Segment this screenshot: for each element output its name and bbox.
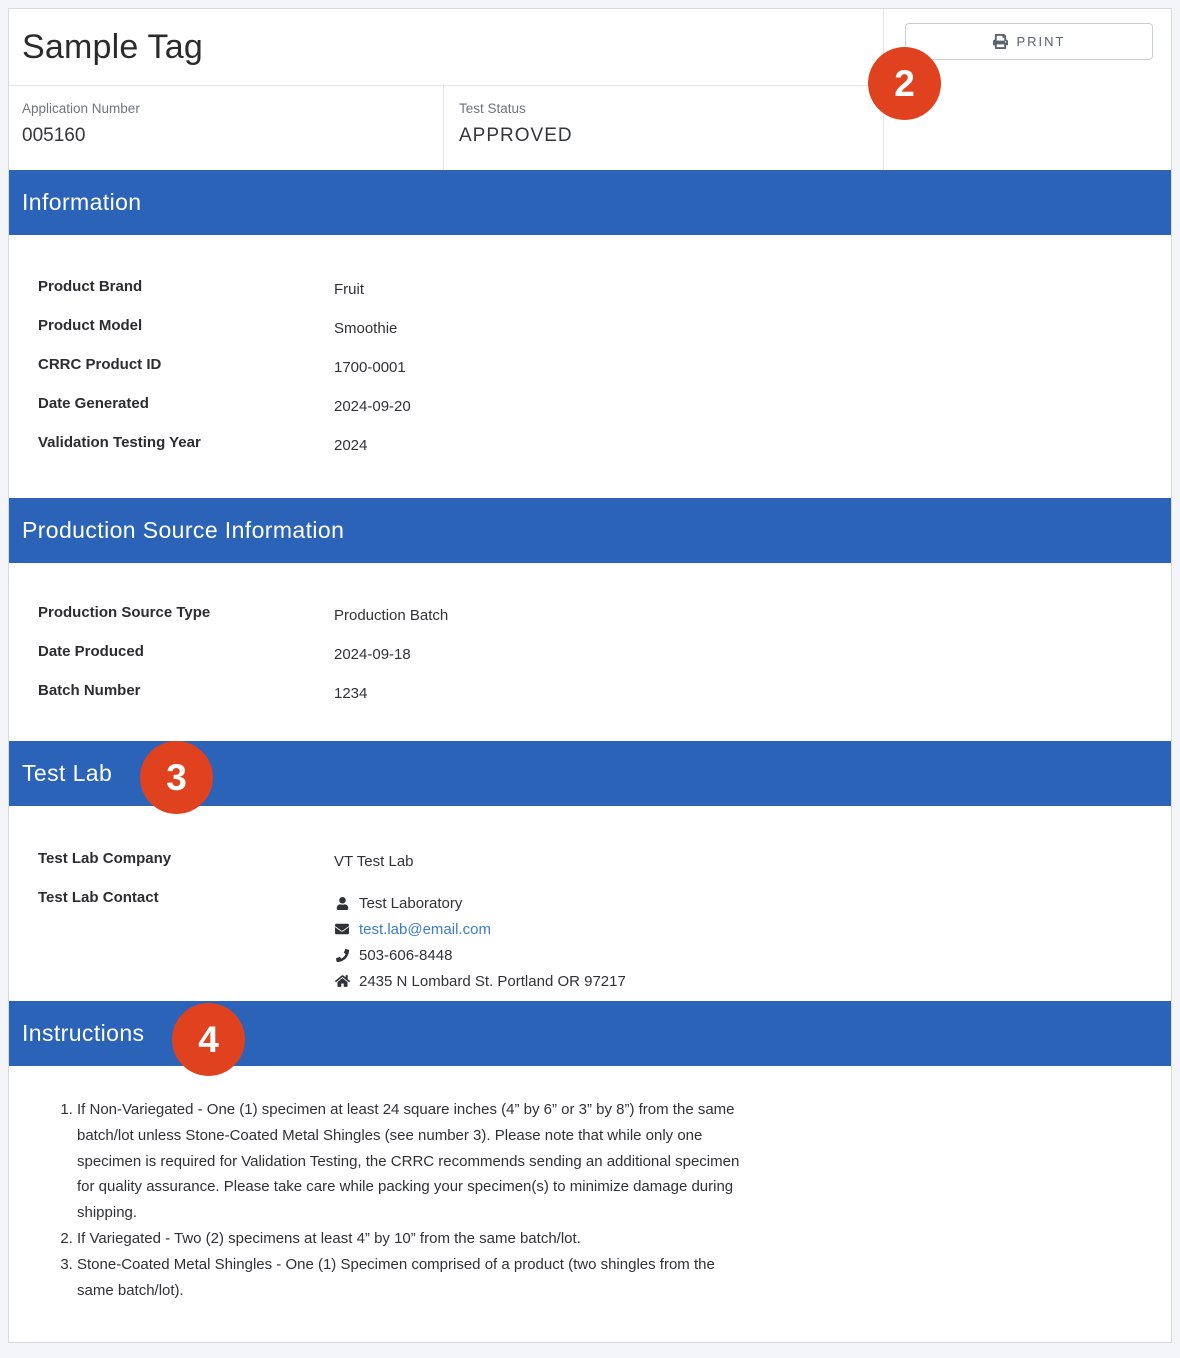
instructions-list bbox=[9, 1097, 1171, 1303]
application-number-field bbox=[9, 86, 444, 170]
test-status-field bbox=[444, 86, 573, 170]
field-value: 1700-0001 bbox=[334, 359, 406, 376]
field-row-test-lab-company bbox=[38, 850, 1171, 889]
annotation-badge-2 bbox=[868, 47, 941, 120]
test-lab-content bbox=[9, 806, 1171, 1001]
email-link[interactable]: test.lab@email.com bbox=[359, 920, 491, 938]
field-label: Test Lab Contact bbox=[38, 889, 159, 906]
field-label: Test Lab Company bbox=[38, 850, 172, 867]
field-row-date-produced bbox=[38, 643, 1171, 682]
section-header-information bbox=[9, 170, 1171, 235]
sample-tag-card bbox=[8, 8, 1172, 1343]
header-fields bbox=[9, 86, 883, 170]
section-title: Test Lab bbox=[22, 760, 113, 786]
information-content bbox=[9, 235, 1171, 498]
contact-name-line bbox=[334, 890, 626, 916]
production-source-content bbox=[9, 563, 1171, 741]
section-title: Instructions bbox=[22, 1020, 145, 1046]
contact-lines bbox=[334, 889, 626, 994]
field-value: Smoothie bbox=[334, 320, 398, 337]
annotation-badge-4 bbox=[172, 1003, 245, 1076]
print-button[interactable] bbox=[905, 23, 1153, 60]
instructions-content bbox=[9, 1066, 1171, 1342]
contact-phone-line bbox=[334, 942, 626, 968]
section-title: Information bbox=[22, 189, 142, 215]
instruction-item-2: 2. If Variegated - Two (2) specimens at least 4” by 10” from the same batch/lot. bbox=[77, 1226, 749, 1252]
header bbox=[9, 9, 1171, 170]
field-row-product-brand bbox=[38, 278, 1171, 317]
field-label: Product Model bbox=[38, 317, 143, 334]
contact-email-line bbox=[334, 916, 626, 942]
field-label: Date Generated bbox=[38, 395, 149, 412]
field-label: Batch Number bbox=[38, 682, 141, 699]
section-header-production-source bbox=[9, 498, 1171, 563]
field-label: Date Produced bbox=[38, 643, 144, 660]
page-title: Sample Tag bbox=[22, 27, 203, 66]
application-number-value: 005160 bbox=[22, 125, 86, 146]
field-row-batch-number bbox=[38, 682, 1171, 721]
contact-name: Test Laboratory bbox=[359, 894, 463, 912]
field-label: CRRC Product ID bbox=[38, 356, 162, 373]
annotation-badge-3 bbox=[140, 741, 213, 814]
header-left bbox=[9, 9, 884, 170]
field-value: 2024-09-18 bbox=[334, 646, 411, 663]
section-title: Production Source Information bbox=[22, 517, 345, 543]
field-value: 1234 bbox=[334, 685, 368, 702]
field-value: 2024 bbox=[334, 437, 368, 454]
instruction-item-1: 1. If Non-Variegated - One (1) specimen at least 24 square inches (4” by 6” or 3” by 8”) from the same batch/lot unless Stone-Coated Metal Shingles (see number 3). Please note that while only one specimen is required for Validation Testing, the CRRC recommends sending an additional specimen for quality assurance. Please take care while packing your specimen(s) to minimize damage during shipping. bbox=[77, 1097, 749, 1226]
field-value: Production Batch bbox=[334, 607, 449, 624]
contact-address-line bbox=[334, 968, 626, 994]
field-row-crrc-product-id bbox=[38, 356, 1171, 395]
home-icon bbox=[334, 974, 350, 988]
user-icon bbox=[334, 897, 350, 910]
annotation-badge-number: 3 bbox=[166, 756, 187, 798]
printer-icon bbox=[993, 34, 1008, 49]
contact-phone: 503-606-8448 bbox=[359, 946, 453, 964]
field-value: 2024-09-20 bbox=[334, 398, 411, 415]
field-row-validation-testing-year bbox=[38, 434, 1171, 473]
contact-address: 2435 N Lombard St. Portland OR 97217 bbox=[359, 972, 626, 990]
title-row bbox=[9, 9, 883, 86]
field-label: Production Source Type bbox=[38, 604, 211, 621]
test-status-value: APPROVED bbox=[459, 125, 573, 146]
field-row-product-model bbox=[38, 317, 1171, 356]
field-label: Product Brand bbox=[38, 278, 143, 295]
envelope-icon bbox=[334, 922, 350, 936]
field-row-date-generated bbox=[38, 395, 1171, 434]
phone-icon bbox=[334, 949, 350, 962]
field-row-test-lab-contact bbox=[38, 889, 1171, 994]
annotation-badge-number: 4 bbox=[198, 1018, 219, 1060]
print-button-label: PRINT bbox=[1016, 34, 1066, 49]
field-row-production-source-type bbox=[38, 604, 1171, 643]
annotation-badge-number: 2 bbox=[894, 62, 915, 104]
instruction-item-3: 3. Stone-Coated Metal Shingles - One (1) Specimen comprised of a product (two shingles from the same batch/lot). bbox=[77, 1252, 749, 1304]
field-value: VT Test Lab bbox=[334, 853, 414, 870]
application-number-label: Application Number bbox=[22, 101, 140, 116]
field-value: Fruit bbox=[334, 281, 364, 298]
field-label: Validation Testing Year bbox=[38, 434, 201, 451]
test-status-label: Test Status bbox=[459, 101, 526, 116]
